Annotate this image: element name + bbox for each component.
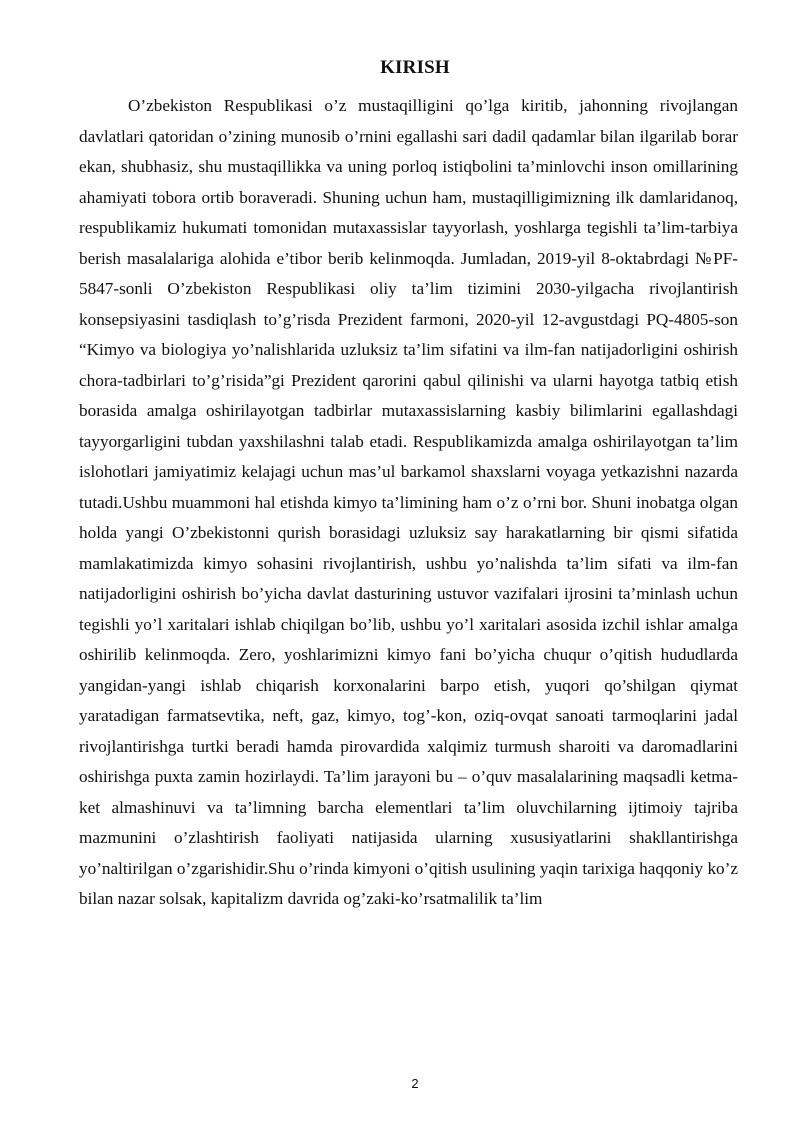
- page-number: 2: [411, 1076, 419, 1091]
- body-paragraph: O’zbekiston Respublikasi o’z mustaqilligini qo’lga kiritib, jahonning rivojlangan davlatlari qatoridan o’zining munosib o’rnini egallashi sari dadil qadamlar bilan ilgarilab borar ekan, shubhasiz, shu mustaqillikka va uning porloq istiqbolini ta’minlovchi inson omillarining ahamiyati tobora ortib boraveradi. Shuning uchun ham, mustaqilligimizning ilk damlaridanoq, respublikamiz hukumati tomonidan mutaxassislar tayyorlash, yoshlarga tegishli ta’lim-tarbiya berish masalalariga alohida e’tibor berib kelinmoqda. Jumladan, 2019-yil 8-oktabrdagi №PF-5847-sonli O’zbekiston Respublikasi oliy ta’lim tizimini 2030-yilgacha rivojlantirish konsepsiyasini tasdiqlash to’g’risda Prezident farmoni, 2020-yil 12-avgustdagi PQ-4805-son “Kimyo va biologiya yo’nalishlarida uzluksiz ta’lim sifatini va ilm-fan natijadorligini oshirish chora-tadbirlari to’g’risida”gi Prezident qarorini qabul qilinishi va ularni hayotga tatbiq etish borasida amalga oshirilayotgan tadbirlar mutaxassislarning kasbiy bilimlarini egallashdagi tayyorgarligini tubdan yaxshilashni talab etadi. Respublikamizda amalga oshirilayotgan ta’lim islohotlari jamiyatimiz kelajagi uchun mas’ul barkamol shaxslarni voyaga yetkazishni nazarda tutadi.Ushbu muammoni hal etishda kimyo ta’limining ham o’z o’rni bor. Shuni inobatga olgan holda yangi O’zbekistonni qurish borasidagi uzluksiz say harakatlarning bir qismi sifatida mamlakatimizda kimyo sohasini rivojlantirish, ushbu yo’nalishda ta’lim sifati va ilm-fan natijadorligini oshirish bo’yicha davlat dasturining ustuvor vazifalari ijrosini ta’minlash uchun tegishli yo’l xaritalari ishlab chiqilgan bo’lib, ushbu yo’l xaritalari asosida izchil ishlar amalga oshirilib kelinmoqda. Zero, yoshlarimizni kimyo fani bo’yicha chuqur o’qitish hududlarda yangidan-yangi ishlab chiqarish korxonalarini barpo etish, yuqori qo’shilgan qiymat yaratadigan farmatsevtika, neft, gaz, kimyo, tog’-kon, oziq-ovqat sanoati tarmoqlarini jadal rivojlantirishga turtki beradi hamda pirovardida xalqimiz turmush sharoiti va daromadlarini oshirishga puxta zamin hozirlaydi. Ta’lim jarayoni bu – o’quv masalalarining maqsadli ketma-ket almashinuvi va ta’limning barcha elementlari ta’lim oluvchilarning ijtimoiy tajriba mazmunini o’zlashtirish faoliyati natijasida ularning xususiyatlarini shakllantirishga yo’naltirilgan o’zgarishidir.Shu o’rinda kimyoni o’qitish usulining yaqin tarixiga haqqoniy ko’z bilan nazar solsak, kapitalizm davrida og’zaki-ko’rsatmalilik ta’lim: [79, 96, 738, 908]
- page-title: KIRISH: [380, 57, 450, 78]
